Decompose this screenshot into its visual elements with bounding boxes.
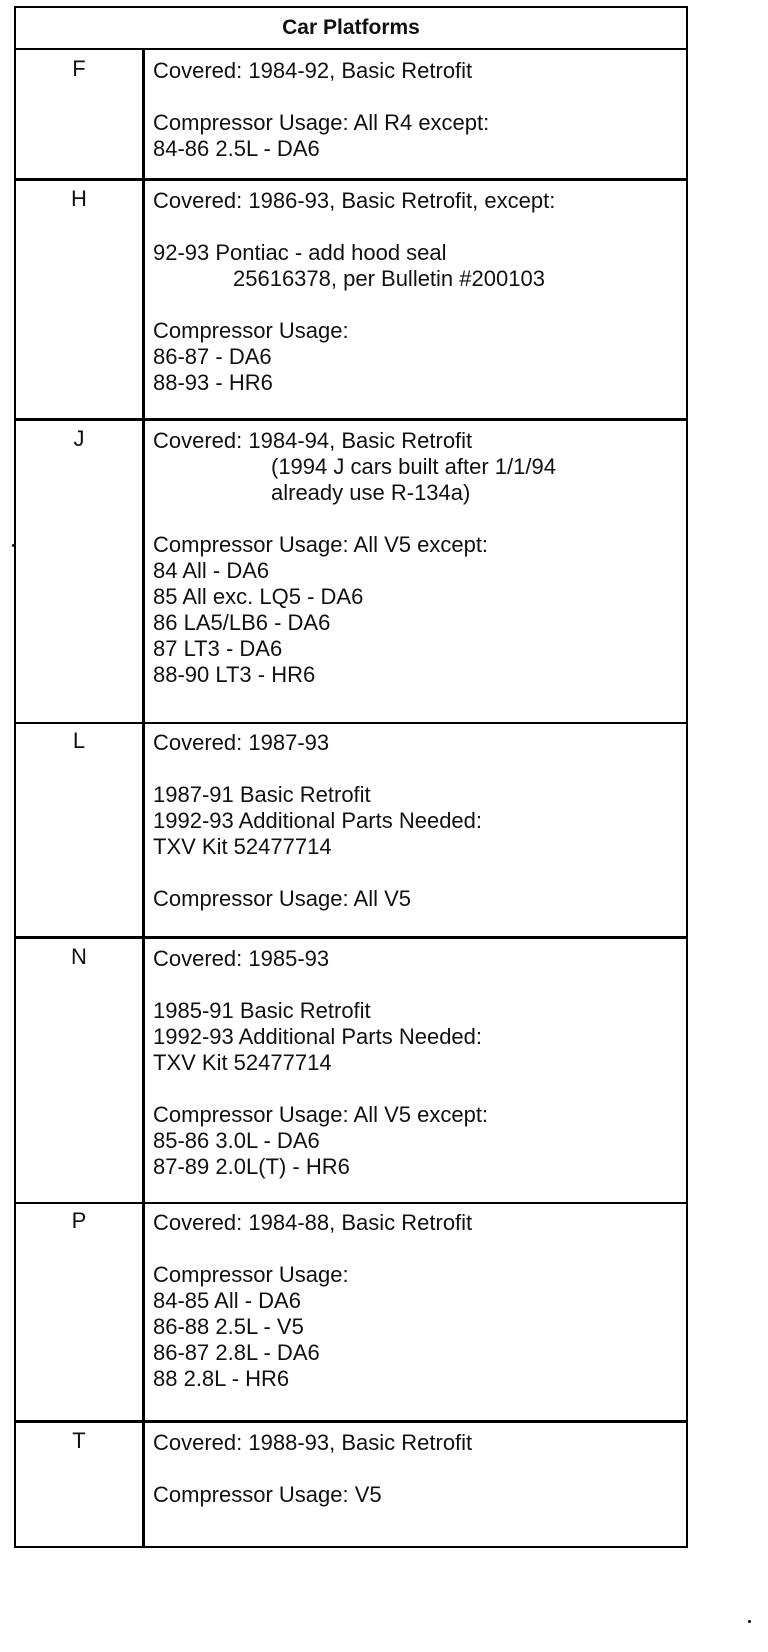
detail-line: Compressor Usage: All V5 [153, 886, 411, 911]
spacer [153, 214, 680, 240]
detail-line: 86-87 2.8L - DA6 [153, 1340, 320, 1365]
platform-details-f [153, 58, 680, 162]
spacer [153, 292, 680, 318]
detail-line: Compressor Usage: [153, 318, 349, 343]
spacer [153, 1456, 680, 1482]
spacer [153, 84, 680, 110]
detail-line: Compressor Usage: All V5 except: [153, 1102, 489, 1127]
row-divider [16, 178, 686, 181]
detail-line: 85-86 3.0L - DA6 [153, 1128, 320, 1153]
column-divider [142, 48, 145, 1546]
platform-details-p [153, 1210, 680, 1392]
detail-line: 92-93 Pontiac - add hood seal [153, 240, 447, 265]
detail-line: (1994 J cars built after 1/1/94 [271, 454, 556, 479]
detail-line: 25616378, per Bulletin #200103 [233, 266, 545, 291]
detail-line: Compressor Usage: All R4 except: [153, 110, 490, 135]
detail-line: Compressor Usage: All V5 except: [153, 532, 489, 557]
row-divider [16, 722, 686, 724]
detail-line: already use R-134a) [271, 480, 471, 505]
scan-speck [12, 544, 15, 547]
row-divider [16, 936, 686, 939]
detail-line: TXV Kit 52477714 [153, 834, 332, 859]
scan-speck [748, 1620, 751, 1623]
platform-key-t: T [72, 1428, 86, 1453]
platform-key-j: J [73, 426, 85, 451]
detail-line: 86-88 2.5L - V5 [153, 1314, 304, 1339]
detail-line: 88-93 - HR6 [153, 370, 273, 395]
detail-line: 88-90 LT3 - HR6 [153, 662, 316, 687]
detail-line: 86 LA5/LB6 - DA6 [153, 610, 331, 635]
detail-line: 85 All exc. LQ5 - DA6 [153, 584, 364, 609]
platform-details-n [153, 946, 680, 1180]
table-title: Car Platforms [16, 8, 686, 50]
platform-key-l: L [72, 728, 86, 753]
platform-details-l [153, 730, 680, 912]
platform-details-j [153, 428, 680, 688]
platform-details-h [153, 188, 680, 396]
spacer [153, 1076, 680, 1102]
detail-line: 87-89 2.0L(T) - HR6 [153, 1154, 350, 1179]
detail-line: 87 LT3 - DA6 [153, 636, 283, 661]
platform-key-p: P [71, 1208, 87, 1233]
detail-line: Covered: 1986-93, Basic Retrofit, except: [153, 188, 556, 213]
row-divider [16, 1202, 686, 1204]
platform-key-n: N [71, 944, 87, 969]
detail-line: Covered: 1987-93 [153, 730, 330, 755]
platform-key-h: H [71, 186, 87, 211]
row-divider [16, 418, 686, 421]
spacer [153, 756, 680, 782]
detail-line: Compressor Usage: V5 [153, 1482, 382, 1507]
detail-line: TXV Kit 52477714 [153, 1050, 332, 1075]
detail-line: 1992-93 Additional Parts Needed: [153, 1024, 483, 1049]
detail-line: 84-85 All - DA6 [153, 1288, 301, 1313]
detail-line: 84 All - DA6 [153, 558, 270, 583]
row-divider [16, 1420, 686, 1423]
car-platforms-table [14, 6, 688, 1548]
platform-details-t [153, 1430, 680, 1508]
detail-line: Covered: 1988-93, Basic Retrofit [153, 1430, 473, 1455]
detail-line: 84-86 2.5L - DA6 [153, 136, 320, 161]
detail-line: Compressor Usage: [153, 1262, 349, 1287]
spacer [153, 860, 680, 886]
detail-line: 1992-93 Additional Parts Needed: [153, 808, 483, 833]
detail-line: Covered: 1985-93 [153, 946, 330, 971]
detail-line: 86-87 - DA6 [153, 344, 272, 369]
detail-line: Covered: 1984-92, Basic Retrofit [153, 58, 473, 83]
platform-key-f: F [72, 56, 86, 81]
detail-line: 1985-91 Basic Retrofit [153, 998, 371, 1023]
spacer [153, 1236, 680, 1262]
detail-line: Covered: 1984-94, Basic Retrofit [153, 428, 473, 453]
detail-line: 88 2.8L - HR6 [153, 1366, 290, 1391]
detail-line: 1987-91 Basic Retrofit [153, 782, 371, 807]
spacer [153, 506, 680, 532]
spacer [153, 972, 680, 998]
detail-line: Covered: 1984-88, Basic Retrofit [153, 1210, 473, 1235]
